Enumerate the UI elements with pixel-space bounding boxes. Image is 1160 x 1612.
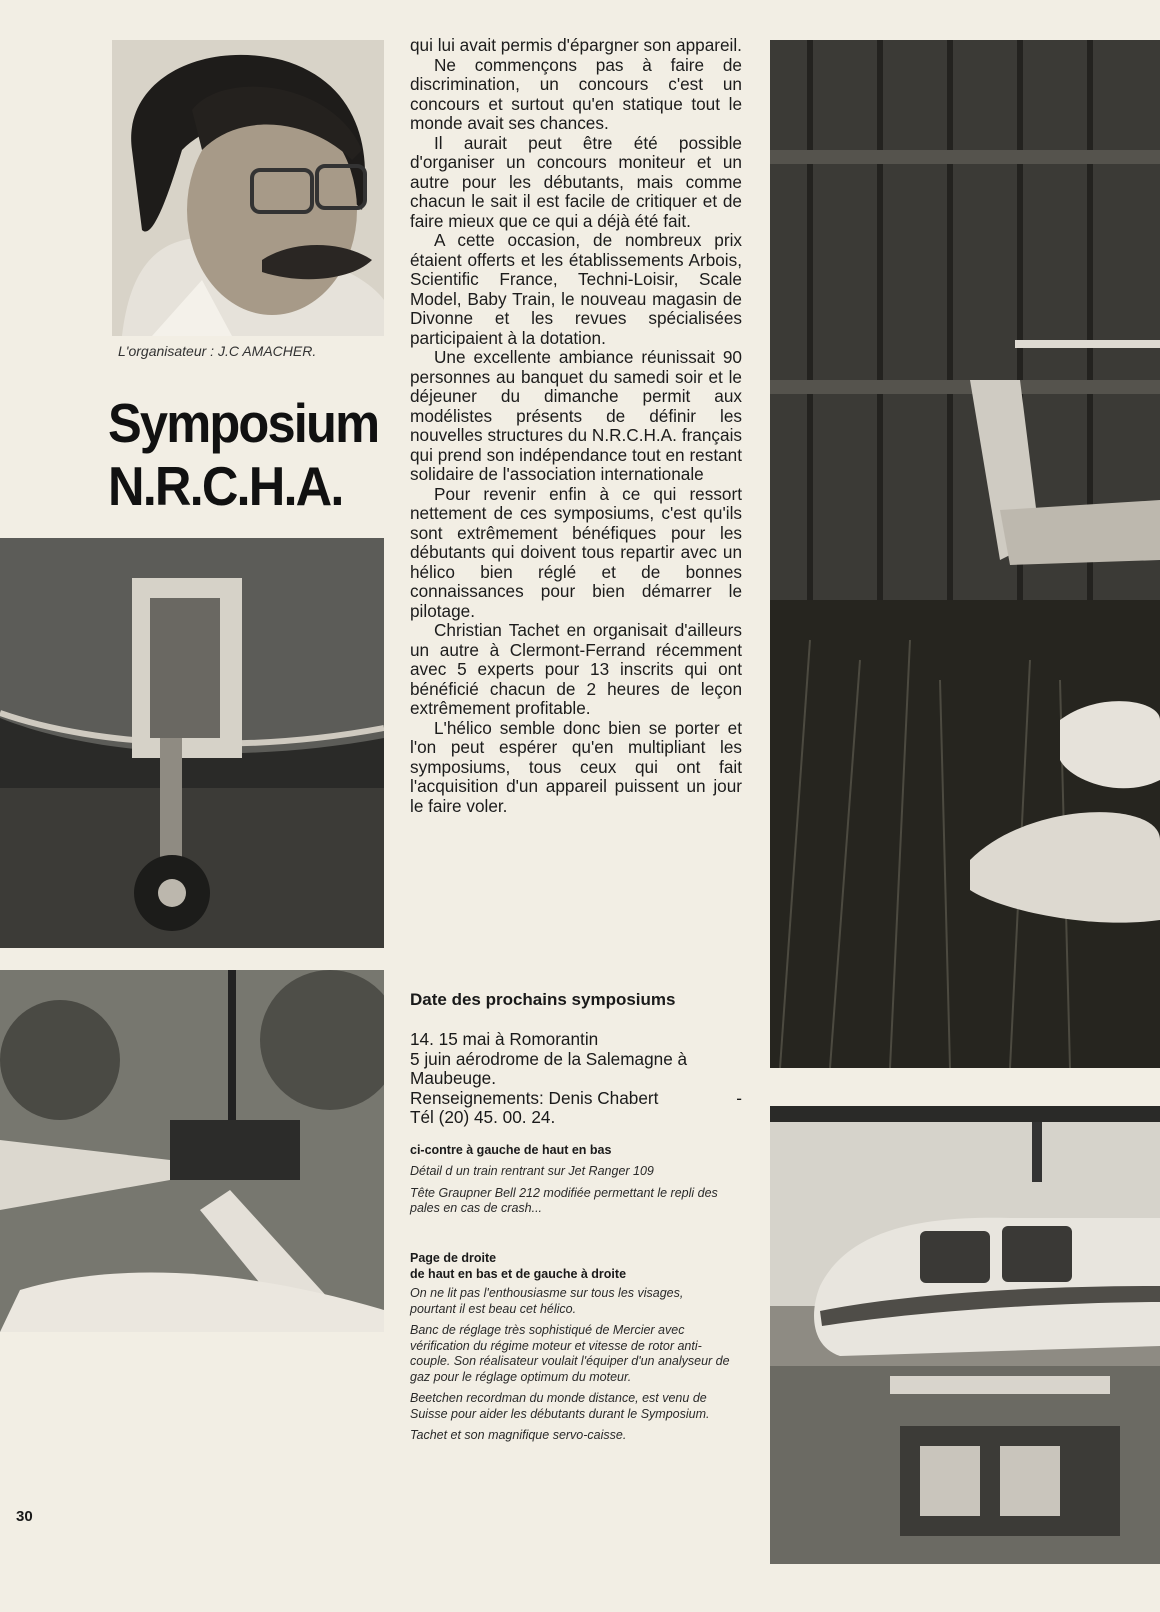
headline-line-2: N.R.C.H.A. bbox=[108, 455, 343, 517]
caption-item: Beetchen recordman du monde distance, est venu de Suisse pour aider les débutants durant le Symposium. bbox=[410, 1391, 710, 1421]
organizer-portrait-photo bbox=[112, 40, 384, 336]
right-captions-heading-line: Page de droite bbox=[410, 1251, 497, 1265]
retractable-gear-photo bbox=[0, 538, 384, 948]
article-paragraph: A cette occasion, de nombreux prix étaient offerts et les établissements Arbois, Scientific France, Techni-Loisir, Scale Model, Baby Train, le nouveau magasin de Divonne et les revues spécialisées participaient à la dotation. bbox=[410, 230, 742, 348]
right-captions-heading-line: de haut en bas et de gauche à droite bbox=[410, 1267, 627, 1281]
left-captions-heading: ci-contre à gauche de haut en bas bbox=[410, 1143, 612, 1157]
article-paragraph: Une excellente ambiance réunissait 90 personnes au banquet du samedi soir et le déjeuner du dimanche permit aux modélistes présents de définir les nouvelles structures du N.R.C.H.A. français qui prend son indépendance tout en restant solidaire de l'association internationale bbox=[410, 347, 742, 484]
article-paragraph: Pour revenir enfin à ce qui ressort nettement de ces symposiums, c'est qu'ils sont extrêmement bénéfiques pour les débutants qui doivent tous repartir avec un hélico bien réglé et de bonnes connaissances pour bien démarrer le pilotage. bbox=[410, 483, 742, 621]
left-captions bbox=[410, 1164, 730, 1223]
date-line: 5 juin aérodrome de la Salemagne à bbox=[410, 1048, 688, 1069]
article-headline bbox=[108, 392, 379, 518]
rotor-head-photo bbox=[0, 970, 384, 1332]
contact-line bbox=[410, 1089, 742, 1109]
article-paragraph: Christian Tachet en organisait d'ailleurs un autre à Clermont-Ferrand récemment avec 5 experts pour 13 inscrits qui ont bénéficié chacun de 2 heures de leçon extrêmement profitable. bbox=[410, 620, 742, 718]
portrait-caption: L'organisateur : J.C AMACHER. bbox=[118, 343, 317, 359]
caption-item: Tachet et son magnifique servo-caisse. bbox=[410, 1428, 627, 1442]
headline-line-1: Symposium bbox=[108, 392, 379, 454]
caption-item: Détail d un train rentrant sur Jet Ranger 109 bbox=[410, 1164, 654, 1178]
dates-heading: Date des prochains symposiums bbox=[410, 990, 676, 1009]
article-paragraph: Ne commençons pas à faire de discrimination, un concours c'est un concours et surtout qu'en statique tout le monde avait ses chances. bbox=[410, 54, 742, 133]
symposium-dates bbox=[410, 1030, 742, 1128]
caption-item: Banc de réglage très sophistiqué de Mercier avec vérification du régime moteur et vitesse de rotor anti-couple. Son réalisateur voulait l'équiper d'un analyseur de gaz pour le réglage optimum du moteur. bbox=[410, 1323, 730, 1384]
contact-phone: Tél (20) 45. 00. 24. bbox=[410, 1107, 556, 1127]
right-captions bbox=[410, 1286, 730, 1450]
contact-dash: - bbox=[736, 1087, 742, 1108]
page-number: 30 bbox=[16, 1508, 33, 1525]
caption-item: Tête Graupner Bell 212 modifiée permettant le repli des pales en cas de crash... bbox=[410, 1185, 718, 1215]
article-body bbox=[410, 36, 742, 816]
jet-ranger-helicopter-photo bbox=[770, 1106, 1160, 1564]
caption-item: On ne lit pas l'enthousiasme sur tous les visages, pourtant il est beau cet hélico. bbox=[410, 1286, 684, 1316]
right-captions-heading bbox=[410, 1250, 626, 1282]
wooden-shed-helicopter-photo bbox=[770, 40, 1160, 1068]
contact-name: Renseignements: Denis Chabert bbox=[410, 1087, 659, 1108]
date-line: 14. 15 mai à Romorantin bbox=[410, 1029, 599, 1049]
article-paragraph: L'hélico semble donc bien se porter et l'on peut espérer qu'en multipliant les symposiums, tous ceux qui ont fait l'acquisition d'un appareil puissent un jour le faire voler. bbox=[410, 717, 742, 816]
article-paragraph: qui lui avait permis d'épargner son appareil. bbox=[410, 35, 742, 55]
date-line: Maubeuge. bbox=[410, 1068, 497, 1088]
article-paragraph: Il aurait peut être été possible d'organiser un concours moniteur et un autre pour les débutants, mais comme chacun le sait il est facile de critiquer et de faire mieux que ce qui a déjà été fait. bbox=[410, 132, 742, 231]
